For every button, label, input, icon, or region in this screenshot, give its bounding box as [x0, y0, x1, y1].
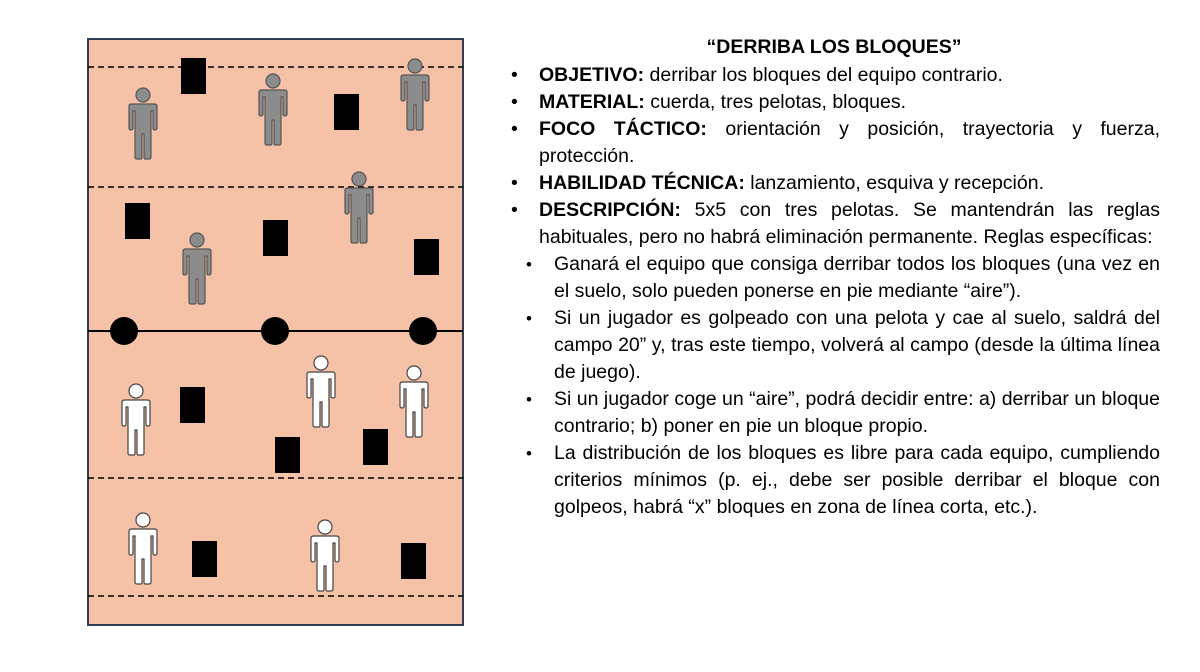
block-icon [363, 429, 388, 465]
section-label: MATERIAL: [539, 91, 645, 113]
rule-item: • Ganará el equipo que consiga derribar todos los bloques (una vez en el suelo, solo pueden ponerse en pie mediante “aire”). [554, 251, 1160, 305]
playing-field [87, 38, 464, 626]
section-label: HABILIDAD TÉCNICA: [539, 172, 745, 194]
section-objetivo [508, 62, 1160, 89]
rules-list [508, 251, 1160, 521]
rule-item: • Si un jugador es golpeado con una pelota y cae al suelo, saldrá del campo 20” y, tras este tiempo, volverá al campo (desde la última línea de juego). [554, 305, 1160, 386]
block-icon [125, 203, 150, 239]
block-icon [180, 387, 205, 423]
section-label: OBJETIVO: [539, 64, 645, 86]
section-text: 5x5 con tres pelotas. Se mantendrán las reglas habituales, pero no habrá eliminación permanente. Reglas específicas: [539, 199, 1160, 248]
section-label: DESCRIPCIÓN: [539, 199, 681, 221]
block-icon [414, 239, 439, 275]
rule-item: • La distribución de los bloques es libre para cada equipo, cumpliendo criterios mínimos (p. ej., debe ser posible derribar el bloque con golpeos, habrá “x” bloques en zona de línea corta, etc.). [554, 440, 1160, 521]
section-text: derribar los bloques del equipo contrario. [644, 64, 1003, 86]
ball-icon [110, 317, 138, 345]
section-text: cuerda, tres pelotas, bloques. [644, 91, 907, 113]
block-icon [263, 220, 288, 256]
block-icon [401, 543, 426, 579]
section-descripcion [508, 197, 1160, 251]
block-icon [334, 94, 359, 130]
block-icon [181, 58, 206, 94]
section-foco-tactico [508, 116, 1160, 170]
block-icon [275, 437, 300, 473]
section-habilidad-tecnica [508, 170, 1160, 197]
sections-list [508, 62, 1160, 251]
rule-item: • Si un jugador coge un “aire”, podrá decidir entre: a) derribar un bloque contrario; b) poner en pie un bloque propio. [554, 386, 1160, 440]
ball-icon [409, 317, 437, 345]
section-text: orientación y posición, trayectoria y fuerza, protección. [539, 118, 1161, 167]
block-icon [192, 541, 217, 577]
section-text: lanzamiento, esquiva y recepción. [744, 172, 1044, 194]
section-material [508, 89, 1160, 116]
page-title: “DERRIBA LOS BLOQUES” [706, 36, 962, 58]
ball-icon [261, 317, 289, 345]
description-panel [508, 34, 1160, 521]
section-label: FOCO TÁCTICO: [539, 118, 707, 140]
